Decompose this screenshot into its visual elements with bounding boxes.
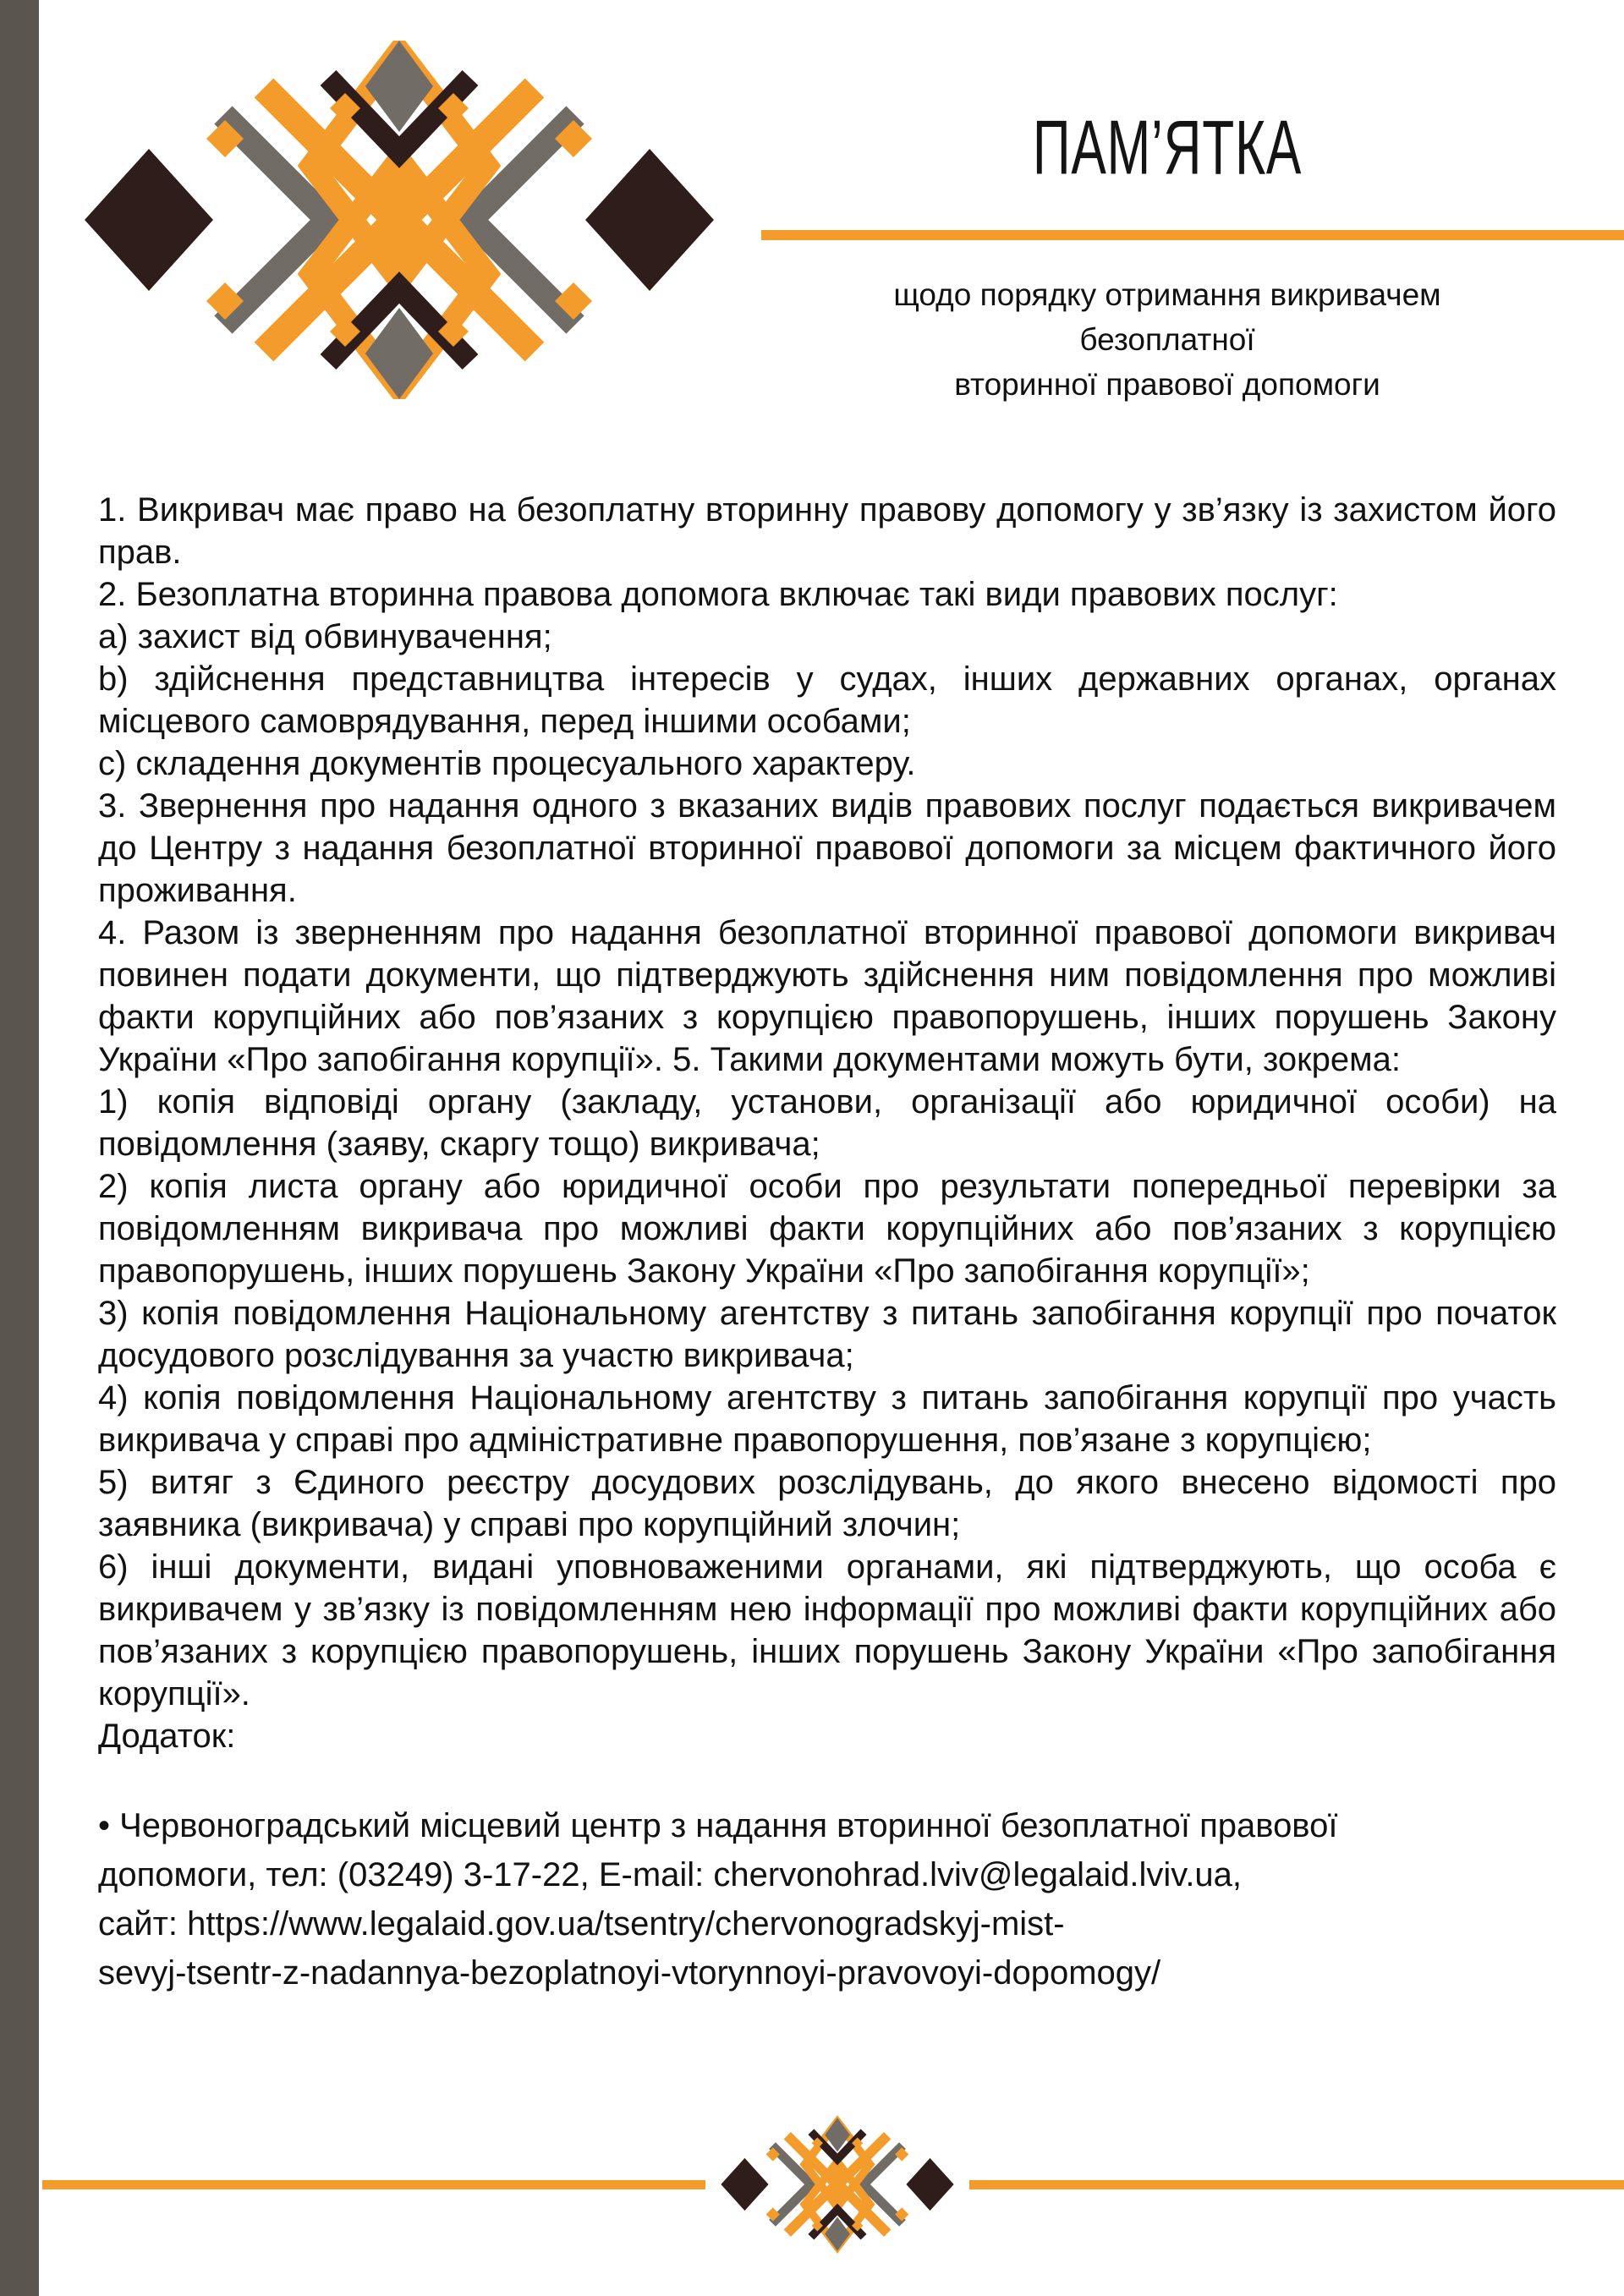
paragraph: a) захист від обвинувачення; <box>98 618 552 655</box>
contact-line: допомоги, тел: (03249) 3-17-22, E-mail: chervonohrad.lviv@legalaid.lviv.ua, <box>98 1856 1243 1893</box>
folk-ornament-icon <box>712 2114 963 2255</box>
body-paragraphs <box>98 489 1556 1757</box>
contact-block <box>98 1801 1556 1997</box>
paragraph: 2. Безоплатна вторинна правова допомога включає такі види правових послуг: <box>98 576 1338 613</box>
paragraph: 6) інші документи, видані уповноваженими органами, які підтверджують, що особа є викривачем у зв’язку із повідомленням нею інформації про можливі факти корупційних або пов’язаних з корупцією правопорушень, інших порушень Закону України «Про запобігання корупції». <box>98 1548 1556 1712</box>
paragraph: b) здійснення представництва інтересів у судах, інших державних органах, органах місцевого самоврядування, перед іншими особами; <box>98 660 1556 740</box>
paragraph: 3) копія повідомлення Національному агентству з питань запобігання корупції про початок досудового розслідування за участю викривача; <box>98 1295 1556 1374</box>
paragraph: 3. Звернення про надання одного з вказаних видів правових послуг подається викривачем до Центру з надання безоплатної вторинної правової допомоги за місцем фактичного його проживання. <box>98 787 1556 909</box>
paragraph: Додаток: <box>98 1718 236 1755</box>
paragraph: 4. Разом із зверненням про надання безоплатної вторинної правової допомоги викривач повинен подати документи, що підтверджують здійснення ним повідомлення про можливі факти корупційних або пов’язаних з корупцією правопорушень, інших порушень Закону України «Про запобігання корупції». 5. Такими документами можуть бути, зокрема: <box>98 914 1556 1078</box>
subtitle-line: щодо порядку отримання викривачем <box>893 277 1441 312</box>
paragraph: 1) копія відповіді органу (закладу, установи, організації або юридичної особи) на повідомлення (заяву, скаргу тощо) викривача; <box>98 1083 1556 1163</box>
contact-line: • Червоноградський місцевий центр з надання вторинної безоплатної правової <box>98 1807 1338 1844</box>
page-title: ПАМ’ЯТКА <box>1032 104 1303 190</box>
page-subtitle <box>710 272 1624 407</box>
paragraph: 5) витяг з Єдиного реєстру досудових розслідувань, до якого внесено відомості про заявника (викривача) у справі про корупційний злочин; <box>98 1464 1556 1543</box>
document-body <box>98 489 1556 1997</box>
folk-ornament-header <box>61 41 738 399</box>
paragraph: 1. Викривач має право на безоплатну вторинну правову допомогу у зв’язку із захистом його прав. <box>98 491 1556 571</box>
subtitle-line: вторинної правової допомоги <box>954 367 1380 402</box>
paragraph: 4) копія повідомлення Національному агентству з питань запобігання корупції про участь викривача у справі про адміністративне правопорушення, пов’язане з корупцією; <box>98 1379 1556 1459</box>
contact-line: sevyj-tsentr-z-nadannya-bezoplatnoyi-vtorynnoyi-pravovoyi-dopomogy/ <box>98 1954 1161 1992</box>
folk-ornament-footer <box>705 2114 969 2255</box>
paragraph: 2) копія листа органу або юридичної особи про результати попередньої перевірки за повідомленням викривача про можливі факти корупційних або пов’язаних з корупцією правопорушень, інших порушень Закону України «Про запобігання корупції»; <box>98 1168 1556 1290</box>
folk-ornament-icon <box>61 41 738 399</box>
title-underline-rule <box>761 230 1624 240</box>
paragraph: c) складення документів процесуального характеру. <box>98 745 916 782</box>
subtitle-line: безоплатної <box>1079 322 1255 357</box>
left-accent-bar <box>0 0 39 2296</box>
contact-line: сайт: https://www.legalaid.gov.ua/tsentry/chervonogradskyj-mist- <box>98 1905 1065 1943</box>
